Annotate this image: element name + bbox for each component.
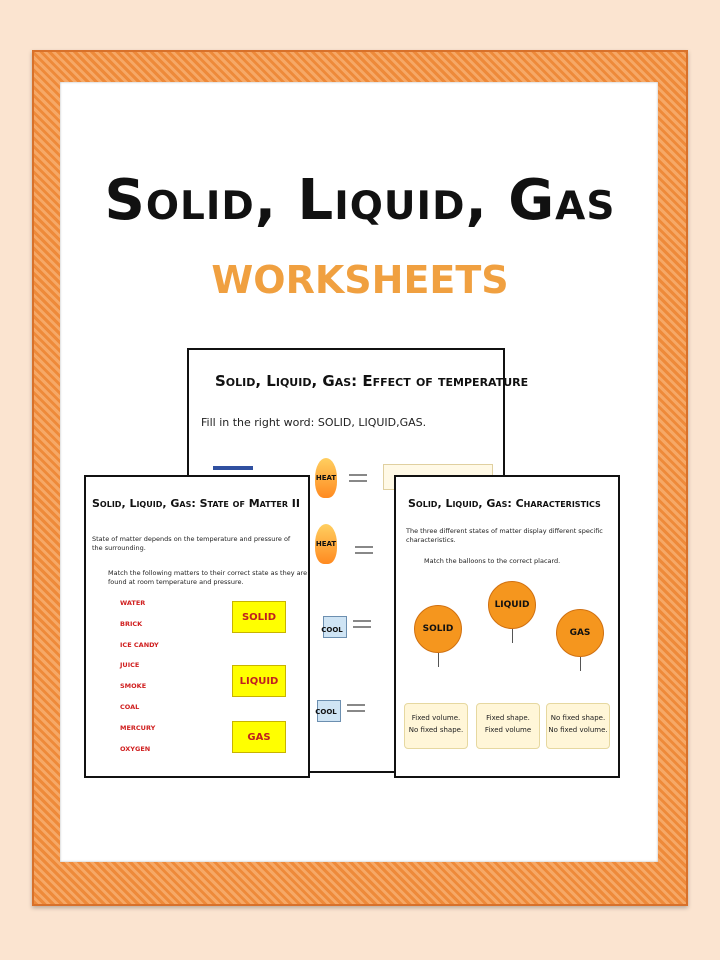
worksheet-title: Solid, Liquid, Gas: State of Matter II [92, 497, 300, 510]
state-box-liquid: LIQUID [232, 665, 286, 697]
cool-label: COOL [315, 708, 337, 716]
equals-sign [347, 704, 365, 712]
balloon-solid: SOLID [414, 605, 462, 653]
balloon-string [438, 653, 439, 667]
worksheet-task: Match the following matters to their correct state as they are found at room temperature and pressure. [108, 569, 308, 586]
placard [404, 703, 468, 749]
placard-line: Fixed volume [484, 726, 532, 734]
worksheet-title: Solid, Liquid, Gas: Characteristics [408, 497, 601, 510]
worksheet-title: Solid, Liquid, Gas: Effect of temperature [215, 372, 529, 390]
placard-line: No fixed shape. [550, 714, 606, 722]
cool-label: COOL [321, 626, 343, 634]
balloon-string [512, 629, 513, 643]
list-item: MERCURY [120, 723, 156, 732]
placard-line: No fixed volume. [548, 726, 608, 734]
cover-title: Solid, Liquid, Gas [104, 168, 616, 233]
placard [546, 703, 610, 749]
equals-sign [353, 620, 371, 628]
worksheet-description: The three different states of matter display different specific characteristics. [406, 527, 603, 544]
list-item: WATER [120, 599, 146, 607]
worksheet-description: State of matter depends on the temperature and pressure of the surrounding. [92, 535, 291, 552]
worksheet-instruction: Fill in the right word: SOLID, LIQUID,GAS. [201, 416, 427, 429]
placard-line: Fixed shape. [486, 714, 530, 722]
placard [476, 703, 540, 749]
equals-sign [355, 546, 373, 554]
list-item: ICE CANDY [120, 640, 159, 649]
list-item: JUICE [120, 661, 140, 670]
worksheet-task: Match the balloons to the correct placard. [424, 557, 561, 565]
equals-sign [349, 474, 367, 482]
list-item: SMOKE [120, 682, 147, 691]
placard-line: No fixed shape. [408, 726, 464, 734]
list-item: OXYGEN [120, 744, 151, 753]
matter-list [120, 599, 159, 765]
balloon-liquid: LIQUID [488, 581, 536, 629]
worksheet-state-of-matter [84, 475, 310, 778]
balloon-string [580, 657, 581, 671]
hidden-text-fragment [213, 466, 253, 470]
heat-label: HEAT [315, 474, 337, 482]
balloon-gas: GAS [556, 609, 604, 657]
placard-line: Fixed volume. [411, 714, 461, 722]
list-item: COAL [120, 702, 140, 711]
state-box-solid: SOLID [232, 601, 286, 633]
list-item: BRICK [120, 619, 143, 628]
state-box-gas: GAS [232, 721, 286, 753]
worksheet-characteristics [394, 475, 620, 778]
cover-subtitle: WORKSHEETS [211, 258, 509, 302]
heat-label: HEAT [315, 540, 337, 548]
